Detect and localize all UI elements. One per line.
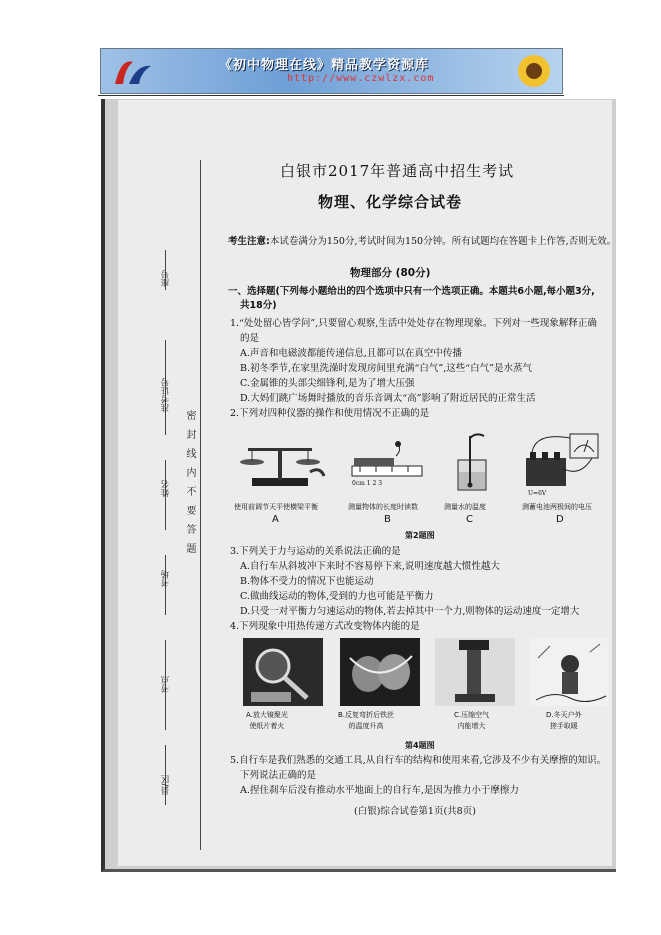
q4-caption-b: B.反复弯折后铁丝 的温度升高 [338, 711, 395, 730]
label-room: 考场 [161, 570, 171, 587]
q1-option-c: C.金属锥的头部尖细锋利,是为了增大压强 [240, 378, 415, 389]
sunflower-icon [512, 51, 556, 91]
q4-stem: 4.下列现象中用热传递方式改变物体内能的是 [230, 621, 420, 632]
note-label: 考生注意: [228, 236, 270, 247]
magnifier-photo [243, 638, 323, 706]
battery-label: U=6V [528, 490, 547, 497]
banner-rule [98, 95, 564, 96]
q5-stem: 5.自行车是我们熟悉的交通工具,从自行车的结构和使用来看,它涉及不少有关摩擦的知识。 [230, 755, 607, 766]
label-county: 县/区 [161, 775, 171, 795]
q4-caption-c: C.压缩空气 内能增大 [454, 711, 490, 730]
exam-note [228, 233, 616, 247]
q3-option-b: B.物体不受力的情况下也能运动 [240, 576, 374, 587]
label-name: 姓名 [161, 480, 171, 497]
q5-option-a: A.捏住刹车后没有推动水平地面上的自行车,是因为推力小于摩擦力 [240, 785, 519, 796]
q3-option-d: D.只受一对平衡力匀速运动的物体,若去掉其中一个力,则物体的运动速度一定增大 [240, 606, 580, 617]
q1-option-d: D.大妈们跳广场舞时播放的音乐音调太“高”影响了附近居民的正常生活 [240, 393, 536, 404]
logo-icon [111, 54, 155, 88]
q1-stem: 1.“处处留心皆学问”,只要留心观察,生活中处处存在物理现象。下列对一些现象解释正确 [230, 318, 597, 329]
q3-option-a: A.自行车从斜坡冲下来时不容易停下来,说明速度越大惯性越大 [240, 561, 500, 572]
thermometer-beaker-image [450, 430, 494, 494]
seal-line [200, 160, 201, 850]
rubbing-hands-image [530, 638, 608, 706]
bending-wire-photo [340, 638, 420, 706]
q2-stem: 2.下列对四种仪器的操作和使用情况不正确的是 [230, 408, 430, 419]
q3-stem: 3.下列关于力与运动的关系说法正确的是 [230, 546, 401, 557]
q2-letter-c: C [466, 514, 473, 525]
q2-letter-a: A [272, 514, 279, 525]
q2-letter-d: D [556, 514, 564, 525]
voltmeter-battery-image [522, 428, 602, 496]
q1-option-a: A.声音和电磁波都能传递信息,且都可以在真空中传播 [240, 348, 462, 359]
section-heading-cont: 共18分) [240, 300, 277, 311]
part-heading: 物理部分 (80分) [350, 267, 431, 279]
balance-scale-image [234, 432, 326, 494]
q3-option-c: C.做曲线运动的物体,受到的力也可能是平衡力 [240, 591, 434, 602]
banner-title: 《初中物理在线》精品教学资源库 [219, 58, 430, 73]
q2-caption-b: 测量物体的长度时读数 [348, 503, 418, 511]
page-footer: (白银)综合试卷第1页(共8页) [354, 806, 476, 817]
q4-caption-d: D.冬天户外 搓手取暖 [546, 711, 582, 730]
q1-stem-cont: 的是 [240, 333, 260, 344]
exam-title: 白银市2017年普通高中招生考试 [280, 162, 515, 180]
q2-caption-a: 使用前调节天平使横梁平衡 [234, 503, 318, 511]
q4-figure-label: 第4题图 [405, 741, 435, 750]
q2-caption-d: 测蓄电池两极间的电压 [522, 503, 592, 511]
q5-stem-cont: 下列说法正确的是 [240, 770, 317, 781]
note-text: 本试卷满分为150分,考试时间为150分钟。所有试题均在答题卡上作答,否则无效。 [269, 236, 617, 247]
section-heading: 一、选择题(下列每小题给出的四个选项中只有一个选项正确。本题共6小题,每小题3分, [228, 286, 595, 297]
exam-subtitle: 物理、化学综合试卷 [318, 193, 463, 211]
q1-option-b: B.初冬季节,在家里洗澡时发现房间里充满“白气”,这些“白气”是水蒸气 [240, 363, 532, 374]
q4-caption-a: A.放大镜聚光 使纸片着火 [246, 711, 288, 730]
site-banner [100, 48, 563, 94]
seal-text: 密封线内不要答题 [184, 410, 195, 562]
q2-caption-c: 测量水的温度 [444, 503, 486, 511]
ruler-ticks: 0cm 1 2 3 [352, 480, 383, 487]
banner-url[interactable]: http://www.czwlzx.com [287, 73, 435, 84]
label-seat: 座号 [161, 270, 171, 287]
q2-figure-label: 第2题图 [405, 531, 435, 540]
compress-air-photo [435, 638, 515, 706]
label-ticket: 准考证号 [161, 378, 171, 412]
label-site: 考点 [161, 676, 171, 693]
q2-letter-b: B [384, 514, 391, 525]
